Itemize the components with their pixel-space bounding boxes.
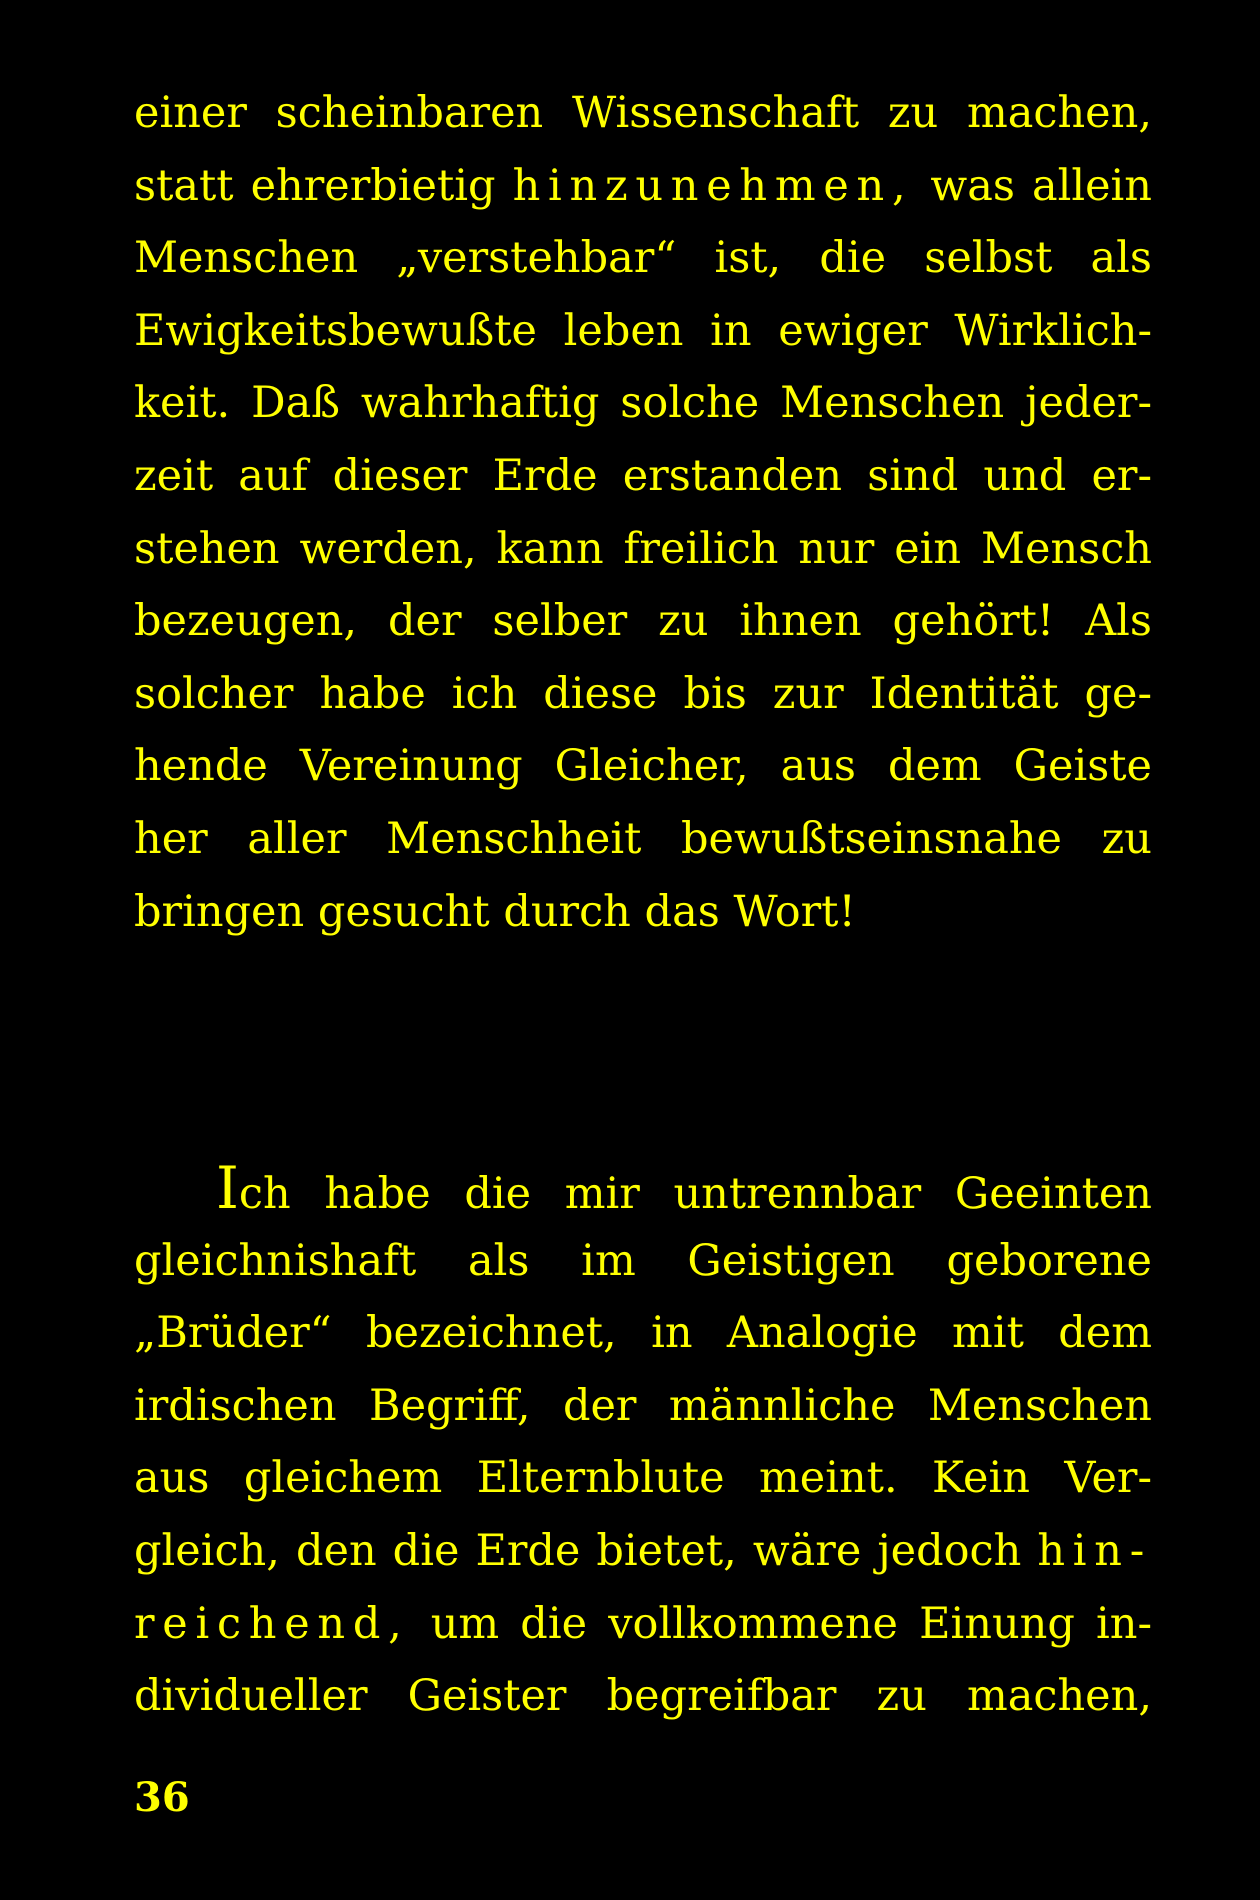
text-line: aus gleichem Elternblute meint. Kein Ver-: [134, 1453, 1152, 1504]
text-line: statt ehrerbietig hinzunehmen, was allein: [134, 160, 1152, 211]
emphasized-word: hin-: [1037, 1525, 1152, 1576]
text-line: her aller Menschheit bewußtseinsnahe zu: [134, 813, 1152, 864]
text-line: stehen werden, kann freilich nur ein Mensch: [134, 523, 1152, 574]
text-line: dividueller Geister begreifbar zu machen,: [134, 1671, 1152, 1722]
text-line: hende Vereinung Gleicher, aus dem Geiste: [134, 741, 1152, 792]
text-line: irdischen Begriff, der männliche Menschen: [134, 1380, 1152, 1431]
text-line: reichend, um die vollkommene Einung in-: [134, 1598, 1152, 1649]
text-line: Ich habe die mir untrennbar Geeinten: [216, 1154, 1152, 1222]
text-line: einer scheinbaren Wissenschaft zu machen,: [134, 88, 1152, 138]
text-line: Menschen „verstehbar“ ist, die selbst als: [134, 233, 1152, 284]
text-line: Ewigkeitsbewußte leben in ewiger Wirklich-: [134, 305, 1152, 356]
text-line: solcher habe ich diese bis zur Identität ge-: [134, 668, 1152, 719]
emphasized-word: hinzunehmen,: [512, 160, 914, 211]
text-line: zeit auf dieser Erde erstanden sind und er-: [134, 450, 1152, 501]
emphasized-word: reichend,: [134, 1598, 410, 1649]
text-line: „Brüder“ bezeichnet, in Analogie mit dem: [134, 1308, 1152, 1359]
paragraph-new: [134, 1152, 1152, 1733]
initial-letter: I: [216, 1154, 239, 1222]
text-line: keit. Daß wahrhaftig solche Menschen jeder-: [134, 378, 1152, 429]
text-line: bringen gesucht durch das Wort!: [134, 886, 856, 937]
text-line: gleichnishaft als im Geistigen geborene: [134, 1235, 1152, 1286]
paragraph-continuation: [134, 77, 1152, 948]
text-line: gleich, den die Erde bietet, wäre jedoch hin-: [134, 1525, 1152, 1576]
text-line: bezeugen, der selber zu ihnen gehört! Als: [134, 596, 1152, 647]
page-number: 36: [134, 1774, 190, 1821]
